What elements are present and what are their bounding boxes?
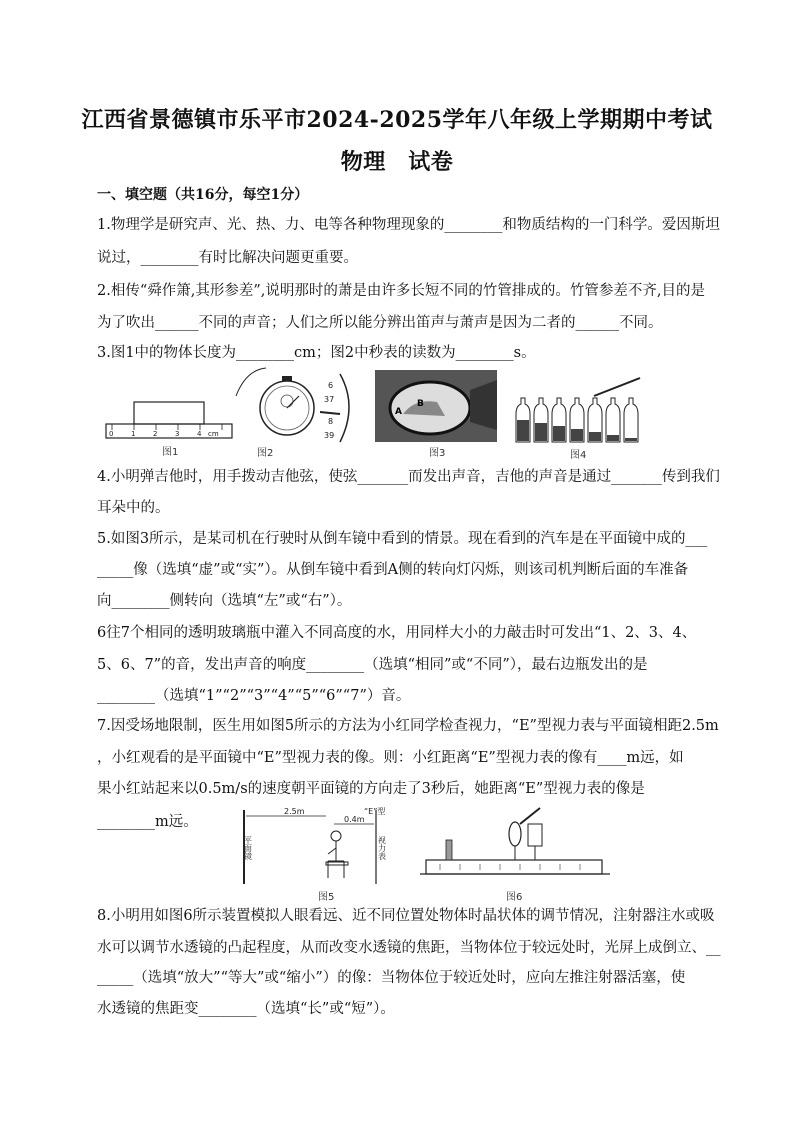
question-6-line-3: ________（选填“1”“2”“3”“4”“5”“6”“7”）音。 — [97, 688, 411, 704]
second-scale-arc — [340, 374, 349, 442]
question-2-line-1: 2.相传“舜作箫,其形参差”,说明那时的萧是由许多长短不同的竹管排成的。竹管参差不齐,目的是 — [97, 283, 705, 299]
question-8-line-4: 水透镜的焦距变________（选填“长”或“短”）。 — [97, 1001, 395, 1017]
girl-figure — [326, 831, 348, 878]
question-5-line-1: 5.如图3所示，是某司机在行驶时从倒车镜中看到的情景。现在看到的汽车是在平面镜中成的___ — [97, 531, 708, 547]
bottle-5-water — [589, 432, 601, 441]
candle-object — [446, 840, 452, 860]
chart-label: 视力表 — [377, 836, 387, 860]
chart-type-label: “E”型 — [364, 807, 386, 816]
figure-6-caption: 图6 — [506, 892, 523, 903]
light-screen — [528, 824, 542, 846]
question-7-line-3: 果小红站起来以0.5m/s的速度朝平面镜的方向走了3秒后，她距离“E”型视力表的像是 — [97, 781, 645, 797]
ruler-label-4: 4 — [197, 430, 202, 438]
question-6-line-1: 6往7个相同的透明玻璃瓶中灌入不同高度的水，用同样大小的力敲击时可发出“1、2、3、4、 — [97, 625, 697, 641]
section-heading: 一、填空题（共16分，每空1分） — [97, 187, 309, 203]
ruler-label-1: 1 — [131, 430, 136, 438]
ruler-label-0: 0 — [109, 430, 114, 438]
bottle-6-water — [607, 435, 619, 441]
question-3-line-1: 3.图1中的物体长度为________cm；图2中秒表的读数为________s。 — [97, 345, 536, 361]
bottle-2-water — [535, 423, 547, 441]
question-7-line-1: 7.因受场地限制，医生用如图5所示的方法为小红同学检查视力，“E”型视力表与平面镜相距2.5m — [97, 718, 719, 734]
question-5-line-3: 向________侧转向（选填“左”或“右”）。 — [97, 593, 352, 609]
water-lens — [509, 822, 521, 846]
measured-block — [134, 402, 204, 424]
question-2-line-2: 为了吹出______不同的声音；人们之所以能分辨出笛声与萧声是因为二者的______不同。 — [97, 315, 663, 331]
dial-label-8: 8 — [328, 417, 334, 426]
figure-4-caption: 图4 — [570, 450, 587, 460]
question-4-line-2: 耳朵中的。 — [97, 500, 170, 516]
distance-label-mirror-chart: 2.5m — [284, 807, 305, 816]
question-8-line-2: 水可以调节水透镜的凸起程度，从而改变水透镜的焦距，当物体位于较远处时，光屏上成倒立、__ — [97, 940, 721, 956]
figure-2-caption: 图2 — [257, 448, 274, 459]
question-8-line-3: _____（选填“放大”“等大”或“缩小”）的像：当物体位于较近处时，应向左推注射器活塞，使 — [97, 970, 686, 986]
question-6-line-2: 5、6、7”的音，发出声音的响度________（选填“相同”或“不同”），最右边瓶发出的是 — [97, 657, 648, 673]
mirror-label-b: B — [417, 399, 424, 409]
figure-2-stopwatch — [232, 366, 362, 460]
bottle-4-water — [571, 429, 583, 441]
small-dial-arc — [236, 368, 266, 396]
second-scale-pointer — [320, 412, 340, 414]
mirror-label: 平面镜 — [243, 836, 253, 860]
dial-label-6: 6 — [328, 381, 334, 390]
figure-1-caption: 图1 — [162, 447, 179, 458]
figure-5-caption: 图5 — [318, 892, 335, 903]
ruler-label-2: 2 — [153, 430, 158, 438]
question-1-line-2: 说过，________有时比解决问题更重要。 — [97, 250, 358, 266]
bottle-1-water — [517, 420, 529, 441]
figure-4-bottles — [512, 376, 646, 460]
bottle-7-water — [625, 438, 637, 441]
figure-5-vision-test — [236, 806, 406, 904]
question-7-line-4: ________m远。 — [97, 814, 198, 830]
figure-1-ruler — [104, 394, 236, 460]
question-1-line-1: 1.物理学是研究声、光、热、力、电等各种物理现象的________和物质结构的一门科学。爱因斯坦 — [97, 217, 720, 233]
stopwatch-crown — [282, 376, 292, 381]
exam-title: 江西省景德镇市乐平市2024-2025学年八年级上学期期中考试 — [81, 107, 713, 133]
question-4-line-1: 4.小明弹吉他时，用手拨动吉他弦，使弦_______而发出声音，吉他的声音是通过_______传到我们 — [97, 469, 720, 485]
exam-subtitle: 物理 试卷 — [340, 149, 454, 175]
striking-stick — [594, 378, 640, 396]
question-7-line-2: ，小红观看的是平面镜中“E”型视力表的像。则：小红距离“E”型视力表的像有____m远，如 — [97, 750, 684, 766]
dial-label-37: 37 — [324, 395, 335, 404]
mirror-label-a: A — [395, 407, 402, 417]
ruler-label-3: 3 — [175, 430, 180, 438]
figure-3-caption: 图3 — [429, 448, 446, 459]
distance-label-girl-chart: 0.4m — [344, 815, 365, 824]
syringe — [520, 808, 540, 824]
bottle-7 — [624, 398, 638, 442]
optical-bench-rail — [426, 860, 602, 874]
figure-6-optical-bench — [420, 806, 610, 906]
figure-3-mirror — [375, 370, 497, 460]
bottle-3-water — [553, 426, 565, 441]
ruler-label-unit: cm — [208, 430, 219, 438]
question-5-line-2: _____像（选填“虚”或“实”）。从倒车镜中看到A侧的转向灯闪烁，则该司机判断后面的车准备 — [97, 562, 689, 578]
dial-label-39: 39 — [324, 431, 335, 440]
question-8-line-1: 8.小明用如图6所示装置模拟人眼看远、近不同位置处物体时晶状体的调节情况，注射器注水或吸 — [97, 908, 715, 924]
